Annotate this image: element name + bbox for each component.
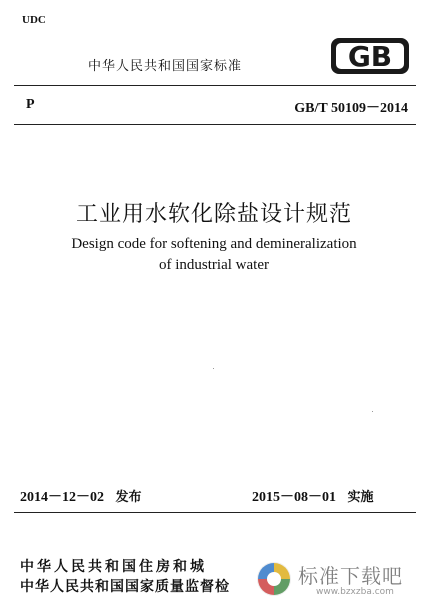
watermark-url: www.bzxzba.com xyxy=(316,587,394,597)
standard-type: 中华人民共和国国家标准 xyxy=(88,59,243,74)
svg-text:GB: GB xyxy=(347,40,393,73)
footer-divider xyxy=(14,512,416,513)
speck xyxy=(213,368,214,369)
title-english-line1: Design code for softening and demineralization xyxy=(71,236,357,252)
issue-label: 发布 xyxy=(115,490,142,505)
header-divider xyxy=(14,85,416,86)
classification-code: P xyxy=(26,97,35,112)
watermark xyxy=(252,556,428,602)
effective-label: 实施 xyxy=(347,490,374,505)
watermark-logo-icon xyxy=(254,559,294,599)
gb-logo xyxy=(329,36,411,76)
effective-date-block xyxy=(252,486,374,506)
title-chinese: 工业用水软化除盐设计规范 xyxy=(75,202,352,227)
speck xyxy=(372,411,373,412)
standard-number: GB/T 50109－2014 xyxy=(294,101,408,116)
issuer-line-1: 中华人民共和国住房和城 xyxy=(20,559,207,575)
title-english-line2: of industrial water xyxy=(159,257,269,273)
watermark-text: 标准下载吧 xyxy=(298,564,403,588)
title-english xyxy=(0,234,428,276)
number-divider xyxy=(14,124,416,125)
udc-label: UDC xyxy=(22,14,46,26)
effective-date: 2015－08－01 xyxy=(252,490,336,505)
issuer-line-2: 中华人民共和国国家质量监督检 xyxy=(20,579,230,595)
issue-date: 2014－12－02 xyxy=(20,490,104,505)
issue-date-block xyxy=(20,486,142,506)
